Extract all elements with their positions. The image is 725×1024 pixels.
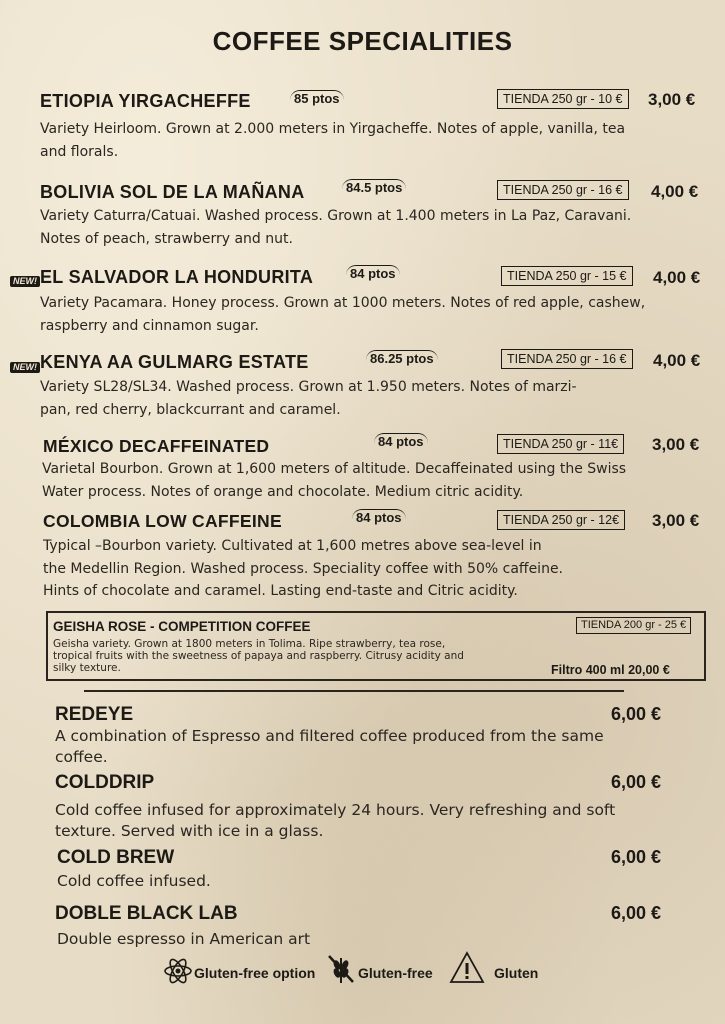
coffee-price: 3,00 € [648, 90, 696, 109]
desc-line: Cold coffee infused for approximately 24 hours. Very refreshing and soft [55, 801, 616, 819]
desc-line: Notes of peach, strawberry and nut. [40, 230, 293, 247]
section-divider [84, 690, 624, 692]
desc-line: pan, red cherry, blackcurrant and caramel. [40, 401, 341, 418]
coffee-description [42, 458, 626, 503]
coffee-description [43, 535, 563, 603]
desc-line: Water process. Notes of orange and chocolate. Medium citric acidity. [42, 483, 524, 500]
coffee-score: 85 ptos [290, 90, 344, 106]
coffee-score: 84.5 ptos [342, 179, 406, 195]
page-title: COFFEE SPECIALITIES [212, 26, 513, 56]
coffee-price: 4,00 € [651, 182, 699, 201]
new-badge: NEW! [10, 276, 40, 287]
legend-gluten-free: Gluten-free [358, 965, 433, 981]
coffee-tienda-price: TIENDA 250 gr - 11€ [497, 434, 624, 454]
new-badge: NEW! [10, 362, 40, 373]
desc-line: Cold coffee infused. [57, 872, 211, 890]
coffee-tienda-price: TIENDA 250 gr - 16 € [501, 349, 633, 369]
desc-line: Hints of chocolate and caramel. Lasting end-taste and Citric acidity. [43, 583, 518, 599]
drink-price: 6,00 € [611, 772, 662, 792]
desc-line: Variety Pacamara. Honey process. Grown at 1000 meters. Notes of red apple, cashew, [40, 295, 646, 311]
geisha-name: GEISHA ROSE - COMPETITION COFFEE [53, 619, 311, 634]
desc-line: coffee. [55, 748, 108, 766]
coffee-name: EL SALVADOR LA HONDURITA [40, 267, 314, 287]
coffee-score: 84 ptos [346, 265, 400, 281]
geisha-filtro-price: Filtro 400 ml 20,00 € [551, 663, 670, 677]
coffee-score: 86.25 ptos [366, 350, 438, 366]
coffee-score: 84 ptos [352, 509, 406, 525]
desc-line: Variety Heirloom. Grown at 2.000 meters in Yirgacheffe. Notes of apple, vanilla, tea [40, 121, 626, 137]
desc-line: texture. Served with ice in a glass. [55, 822, 324, 840]
drink-description [57, 929, 310, 950]
coffee-name: ETIOPIA YIRGACHEFFE [40, 91, 251, 111]
coffee-name: BOLIVIA SOL DE LA MAÑANA [40, 182, 305, 202]
desc-line: tropical fruits with the sweetness of papaya and raspberry. Citrusy acidity and [53, 650, 464, 662]
drink-name: REDEYE [55, 704, 134, 725]
coffee-tienda-price: TIENDA 250 gr - 12€ [497, 510, 625, 530]
coffee-price: 4,00 € [653, 268, 701, 287]
coffee-description [40, 205, 631, 250]
desc-line: Geisha variety. Grown at 1800 meters in Tolima. Ripe strawberry, tea rose, [53, 638, 446, 650]
legend-gluten-free-option: Gluten-free option [194, 965, 316, 981]
coffee-name: MÉXICO DECAFFEINATED [43, 436, 270, 456]
desc-line: A combination of Espresso and filtered coffee produced from the same [55, 727, 604, 745]
desc-line: Typical –Bourbon variety. Cultivated at 1,600 metres above sea-level in [43, 538, 542, 554]
warning-triangle-icon [449, 951, 485, 985]
coffee-tienda-price: TIENDA 250 gr - 15 € [501, 266, 633, 286]
coffee-description [40, 292, 645, 337]
coffee-price: 4,00 € [653, 351, 701, 370]
geisha-description [53, 638, 464, 674]
drink-name: DOBLE BLACK LAB [55, 903, 238, 924]
coffee-price: 3,00 € [652, 511, 700, 530]
coffee-description [40, 376, 577, 421]
desc-line: and florals. [40, 143, 119, 160]
drink-name: COLD BREW [57, 847, 175, 868]
desc-line: Double espresso in American art [57, 930, 311, 948]
desc-line: Varietal Bourbon. Grown at 1,600 meters of altitude. Decaffeinated using the Swiss [42, 461, 627, 477]
drink-price: 6,00 € [611, 704, 662, 724]
drink-description [57, 871, 211, 892]
drink-price: 6,00 € [611, 847, 662, 867]
drink-description [55, 726, 604, 768]
atom-icon [163, 956, 193, 986]
desc-line: raspberry and cinnamon sugar. [40, 317, 259, 334]
coffee-name: COLOMBIA LOW CAFFEINE [43, 511, 282, 531]
drink-name: COLDDRIP [55, 772, 155, 793]
coffee-description [40, 118, 625, 163]
coffee-tienda-price: TIENDA 250 gr - 10 € [497, 89, 629, 109]
coffee-price: 3,00 € [652, 435, 700, 454]
geisha-tienda-price: TIENDA 200 gr - 25 € [576, 617, 691, 634]
coffee-name: KENYA AA GULMARG ESTATE [40, 352, 309, 372]
legend-gluten: Gluten [494, 965, 539, 981]
coffee-score: 84 ptos [374, 433, 428, 449]
desc-line: Variety Caturra/Catuai. Washed process. Grown at 1.400 meters in La Paz, Caravani. [40, 208, 632, 224]
wheat-crossed-icon [326, 953, 356, 985]
desc-line: silky texture. [53, 662, 121, 674]
coffee-tienda-price: TIENDA 250 gr - 16 € [497, 180, 629, 200]
drink-price: 6,00 € [611, 903, 662, 923]
desc-line: the Medellin Region. Washed process. Speciality coffee with 50% caffeine. [43, 560, 564, 577]
desc-line: Variety SL28/SL34. Washed process. Grown at 1.950 meters. Notes of marzi- [40, 379, 577, 395]
drink-description [55, 800, 615, 842]
